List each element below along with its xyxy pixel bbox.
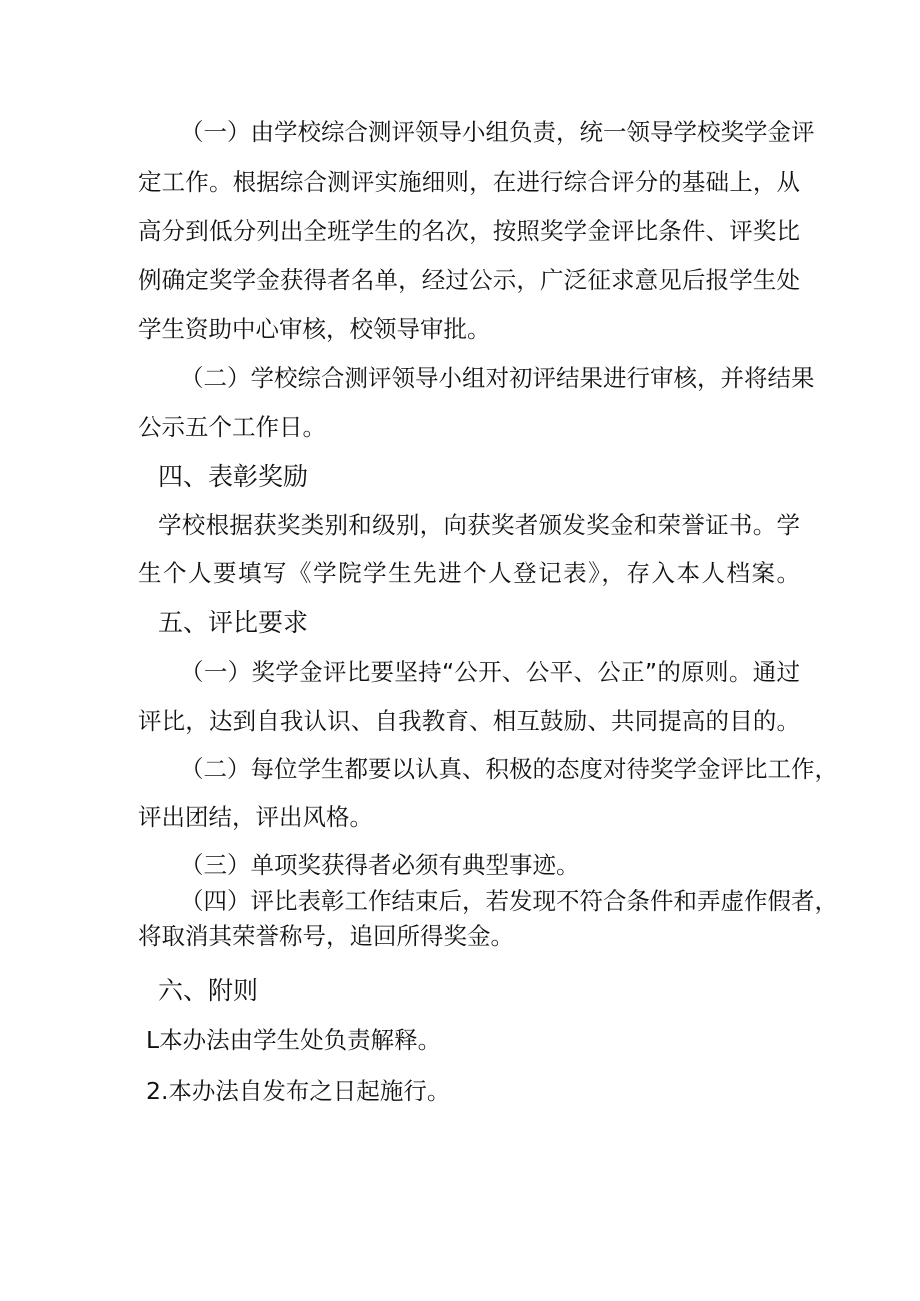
paragraph-line: 生个人要填写《学院学生先进个人登记表》，存入本人档案。 (138, 559, 800, 587)
paragraph-line: 公示五个工作日。 (138, 413, 326, 441)
paragraph-line: 学校根据获奖类别和级别，向获奖者颁发奖金和荣誉证书。学 (158, 511, 800, 539)
paragraph-line: 定工作。根据综合测评实施细则，在进行综合评分的基础上，从 (138, 168, 800, 196)
paragraph-line: （四）评比表彰工作结束后，若发现不符合条件和弄虚作假者， (180, 887, 838, 915)
paragraph-line: 学生资助中心审核，校领导审批。 (138, 315, 491, 343)
paragraph-line: 例确定奖学金获得者名单，经过公示，广泛征求意见后报学生处 (138, 266, 800, 294)
section-heading: 六、附则 (158, 976, 259, 1005)
paragraph-line: L本办法由学生处负责解释。 (146, 1026, 442, 1054)
paragraph-line: 高分到低分列出全班学生的名次，按照奖学金评比条件、评奖比 (138, 217, 800, 245)
paragraph-line: 评出团结，评出风格。 (138, 803, 373, 831)
paragraph-line: （三）单项奖获得者必须有典型事迹。 (180, 851, 580, 879)
paragraph-line: （二）学校综合测评领导小组对初评结果进行审核，并将结果 (180, 364, 815, 392)
paragraph-line: （一）奖学金评比要坚持“公开、公平、公正”的原则。通过 (180, 658, 800, 686)
paragraph-line: （一）由学校综合测评领导小组负责，统一领导学校奖学金评 (180, 118, 815, 146)
paragraph-line: 将取消其荣誉称号，追回所得奖金。 (138, 922, 514, 950)
section-heading: 五、评比要求 (158, 608, 309, 637)
paragraph-line: （二）每位学生都要以认真、积极的态度对待奖学金评比工作， (180, 755, 838, 783)
section-heading: 四、表彰奖励 (158, 462, 309, 491)
paragraph-line: 2.本办法自发布之日起施行。 (146, 1077, 451, 1105)
paragraph-line: 评比，达到自我认识、自我教育、相互鼓励、共同提高的目的。 (138, 707, 800, 735)
